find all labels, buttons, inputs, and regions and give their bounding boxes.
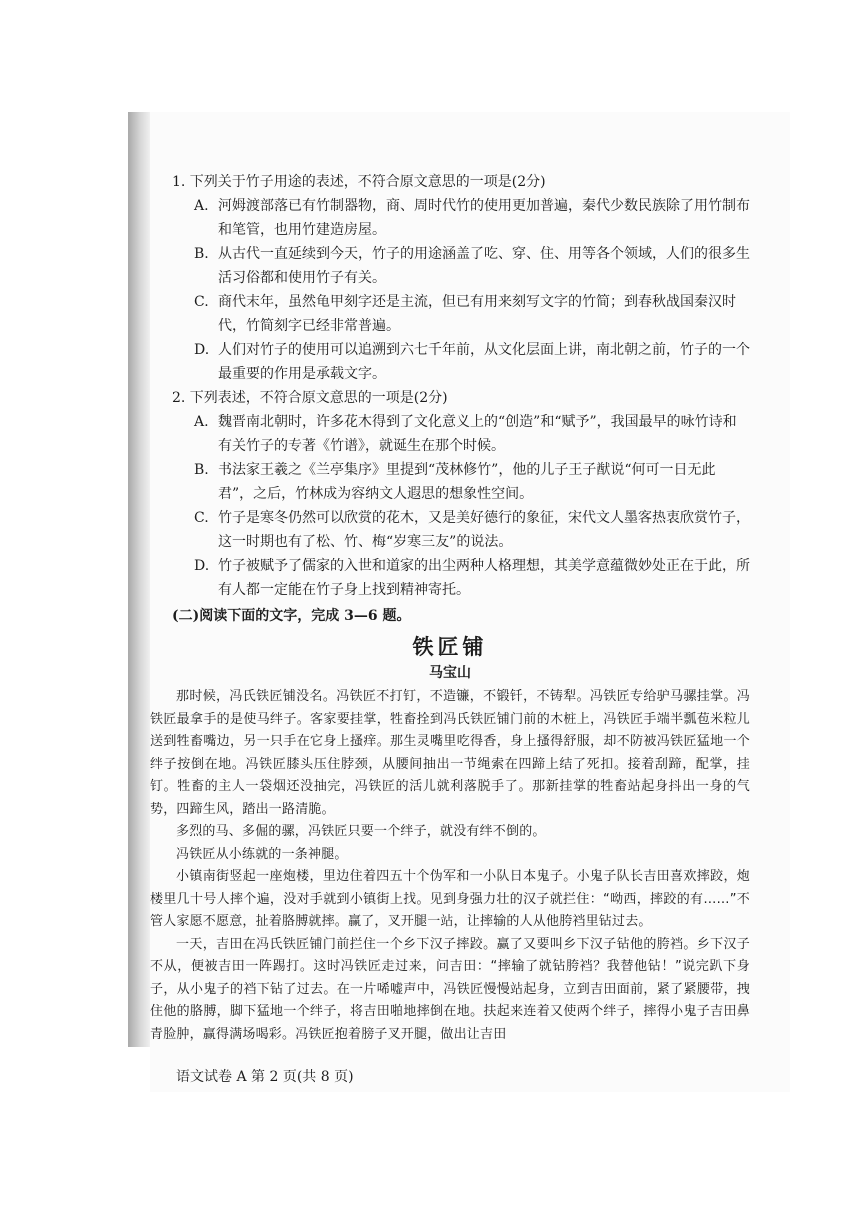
story-paragraph: 那时候，冯氏铁匠铺没名。冯铁匠不打钉，不造镰，不锻钎，不铸犁。冯铁匠专给驴马骡挂掌。冯铁匠最拿手的是使马绊子。客家要挂掌，牲畜拴到冯氏铁匠铺门前的木桩上，冯铁匠手端半瓢苞米粒儿送到牲畜嘴边，另一只手在它身上搔痒。那生灵嘴里吃得香，身上搔得舒服，却不防被冯铁匠猛地一个绊子按倒在地。冯铁匠膝头压住脖颈，从腰间抽出一节绳索在四蹄上结了死扣。接着刮蹄，配掌，挂钉。牲畜的主人一袋烟还没抽完，冯铁匠的活儿就利落脱手了。那新挂掌的牲畜站起身抖出一身的气势，四蹄生风，踏出一路清脆。 <box>150 689 750 817</box>
page-footer: 语文试卷 A 第 2 页(共 8 页) <box>176 1069 354 1085</box>
option-b <box>150 458 750 506</box>
option-label: C. <box>194 510 209 526</box>
option-d <box>150 338 750 386</box>
story-paragraph: 小镇南街竖起一座炮楼，里边住着四五十个伪军和一小队日本鬼子。小鬼子队长吉田喜欢摔跤，炮楼里几十号人摔个遍，没对手就到小镇街上找。见到身强力壮的汉子就拦住：“呦西，摔跤的有……”不管人家愿不愿意，扯着胳膊就摔。赢了，叉开腿一站，让摔输的人从他胯裆里钻过去。 <box>150 869 750 929</box>
option-d <box>150 554 750 602</box>
option-label: A. <box>194 414 209 430</box>
option-label: D. <box>194 342 210 358</box>
option-text: 书法家王羲之《兰亭集序》里提到“茂林修竹”，他的儿子王子猷说“何可一日无此君”，之后，竹林成为容纳文人遐思的想象性空间。 <box>218 462 716 502</box>
story-title: 铁匠铺 <box>412 635 488 659</box>
option-c <box>150 290 750 338</box>
option-label: B. <box>194 246 209 262</box>
story-paragraph: 一天，吉田在冯氏铁匠铺门前拦住一个乡下汉子摔跤。赢了又要叫乡下汉子钻他的胯裆。乡下汉子不从，便被吉田一阵踢打。这时冯铁匠走过来，问吉田：“摔输了就钻胯裆？我替他钻！”说完趴下身子，从小鬼子的裆下钻了过去。在一片唏嘘声中，冯铁匠慢慢站起身，立到吉田面前，紧了紧腰带，拽住他的胳膊，脚下猛地一个绊子，将吉田啪地摔倒在地。扶起来连着又使两个绊子，摔得小鬼子吉田鼻青脸肿，赢得满场喝彩。冯铁匠抱着膀子叉开腿，做出让吉田 <box>150 936 750 1042</box>
option-text: 竹子被赋予了儒家的入世和道家的出尘两种人格理想，其美学意蕴微妙处正在于此，所有人都一定能在竹子身上找到精神寄托。 <box>218 558 750 598</box>
story-paragraph: 多烈的马、多倔的骡，冯铁匠只要一个绊子，就没有绊不倒的。 <box>176 824 546 839</box>
option-b <box>150 242 750 290</box>
section-heading: (二)阅读下面的文字，完成 3—6 题。 <box>172 608 411 624</box>
option-c <box>150 506 750 554</box>
option-text: 从古代一直延续到今天，竹子的用途涵盖了吃、穿、住、用等各个领域，人们的很多生活习俗都和使用竹子有关。 <box>218 246 750 286</box>
option-text: 竹子是寒冬仍然可以欣赏的花木，又是美好德行的象征，宋代文人墨客热衷欣赏竹子，这一时期也有了松、竹、梅“岁寒三友”的说法。 <box>218 510 750 550</box>
story-author: 马宝山 <box>429 665 471 681</box>
option-text: 人们对竹子的使用可以追溯到六七千年前，从文化层面上讲，南北朝之前，竹子的一个最重要的作用是承载文字。 <box>218 342 750 382</box>
option-text: 商代末年，虽然龟甲刻字还是主流，但已有用来刻写文字的竹简；到春秋战国秦汉时代，竹简刻字已经非常普遍。 <box>218 294 736 334</box>
option-text: 魏晋南北朝时，许多花木得到了文化意义上的“创造”和“赋予”，我国最早的咏竹诗和有关竹子的专著《竹谱》，就诞生在那个时候。 <box>218 414 737 454</box>
option-label: C. <box>194 294 209 310</box>
option-label: A. <box>194 198 209 214</box>
option-a <box>150 410 750 458</box>
question-1 <box>150 170 750 386</box>
option-label: B. <box>194 462 209 478</box>
question-stem: 1. 下列关于竹子用途的表述，不符合原文意思的一项是(2分) <box>172 174 546 190</box>
option-text: 河姆渡部落已有竹制器物，商、周时代竹的使用更加普遍，秦代少数民族除了用竹制布和笔管，也用竹建造房屋。 <box>218 198 750 238</box>
option-a <box>150 194 750 242</box>
question-2 <box>150 386 750 602</box>
scan-shadow-edge <box>128 112 150 1047</box>
story-paragraph: 冯铁匠从小练就的一条神腿。 <box>176 846 348 862</box>
question-stem: 2. 下列表述，不符合原文意思的一项是(2分) <box>172 390 448 406</box>
page-content <box>150 170 750 1046</box>
option-label: D. <box>194 558 210 574</box>
